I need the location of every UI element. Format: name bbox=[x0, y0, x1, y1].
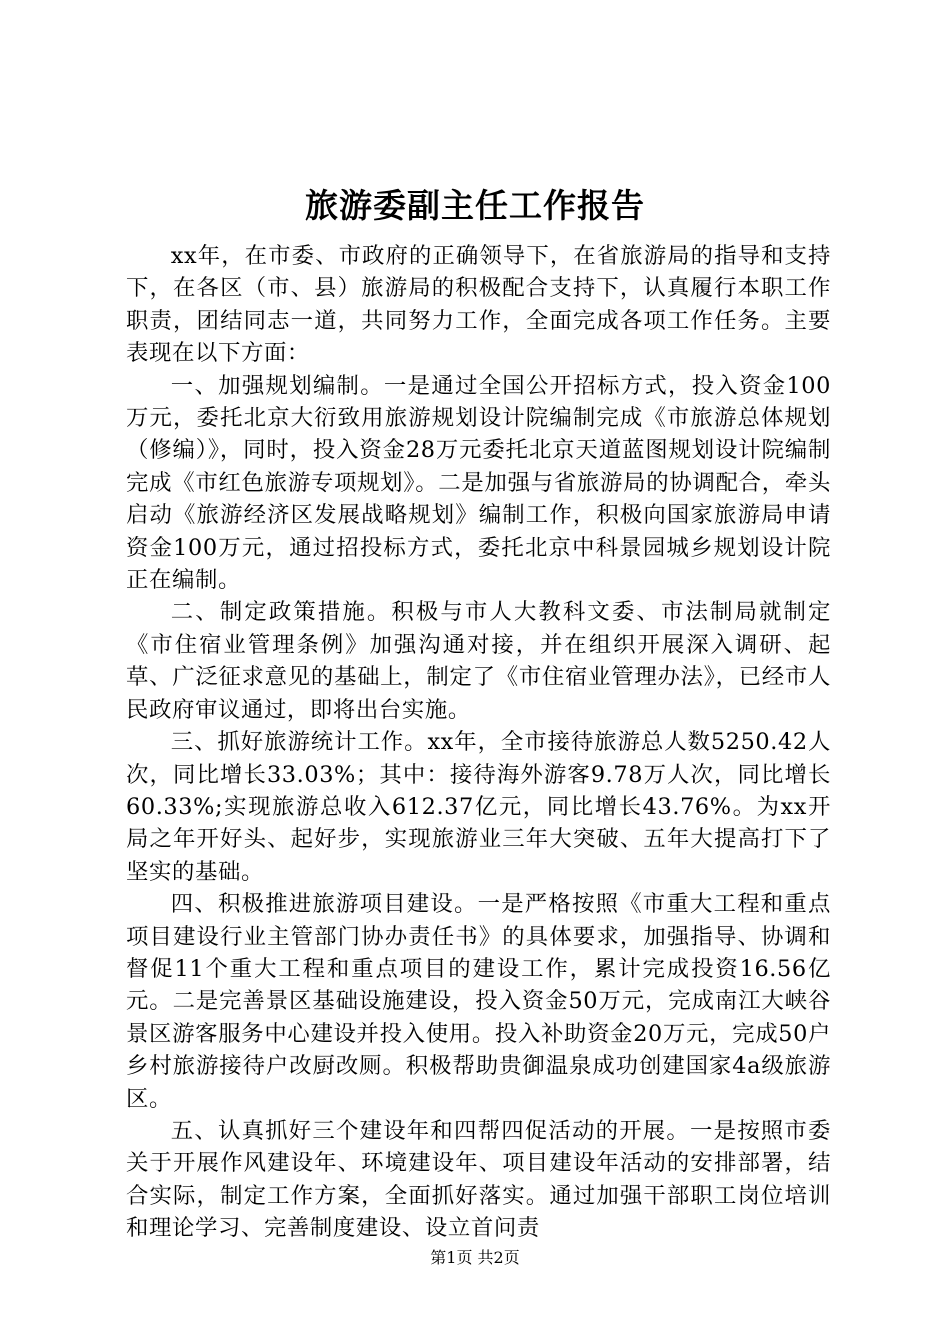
paragraph-activities: 五、认真抓好三个建设年和四帮四促活动的开展。一是按照市委关于开展作风建设年、环境建设年、项目建设年活动的安排部署，结合实际，制定工作方案，全面抓好落实。通过加强干部职工岗位培训和理论学习、完善制度建设、设立首问责 bbox=[126, 1117, 831, 1242]
paragraph-intro: xx年，在市委、市政府的正确领导下，在省旅游局的指导和支持下，在各区（市、县）旅游局的积极配合支持下，认真履行本职工作职责，团结同志一道，共同努力工作，全面完成各项工作任务。主要表现在以下方面： bbox=[126, 243, 831, 367]
paragraph-policy: 二、制定政策措施。积极与市人大教科文委、市法制局就制定《市住宿业管理条例》加强沟通对接，并在组织开展深入调研、起草、广泛征求意见的基础上，制定了《市住宿业管理办法》，已经市人民政府审议通过，即将出台实施。 bbox=[126, 599, 831, 723]
document-body bbox=[126, 240, 831, 1245]
paragraph-statistics: 三、抓好旅游统计工作。xx年，全市接待旅游总人数5250.42人次，同比增长33.03%；其中：接待海外游客9.78万人次，同比增长60.33%;实现旅游总收入612.37亿元，同比增长43.76%。为xx开局之年开好头、起好步，实现旅游业三年大突破、五年大提高打下了坚实的基础。 bbox=[126, 729, 831, 885]
paragraph-planning: 一、加强规划编制。一是通过全国公开招标方式，投入资金100万元，委托北京大衍致用旅游规划设计院编制完成《市旅游总体规划（修编）》，同时，投入资金28万元委托北京天道蓝图规划设计院编制完成《市红色旅游专项规划》。二是加强与省旅游局的协调配合，牵头启动《旅游经济区发展战略规划》编制工作，积极向国家旅游局申请资金100万元，通过招投标方式，委托北京中科景园城乡规划设计院正在编制。 bbox=[126, 372, 831, 594]
page-footer: 第1页 共2页 bbox=[430, 1248, 520, 1267]
document-title: 旅游委副主任工作报告 bbox=[305, 186, 645, 225]
paragraph-projects: 四、积极推进旅游项目建设。一是严格按照《市重大工程和重点项目建设行业主管部门协办责任书》的具体要求，加强指导、协调和督促11个重大工程和重点项目的建设工作，累计完成投资16.56亿元。二是完善景区基础设施建设，投入资金50万元，完成南江大峡谷景区游客服务中心建设并投入使用。投入补助资金20万元，完成50户乡村旅游接待户改厨改厕。积极帮助贵御温泉成功创建国家4a级旅游区。 bbox=[126, 891, 831, 1112]
